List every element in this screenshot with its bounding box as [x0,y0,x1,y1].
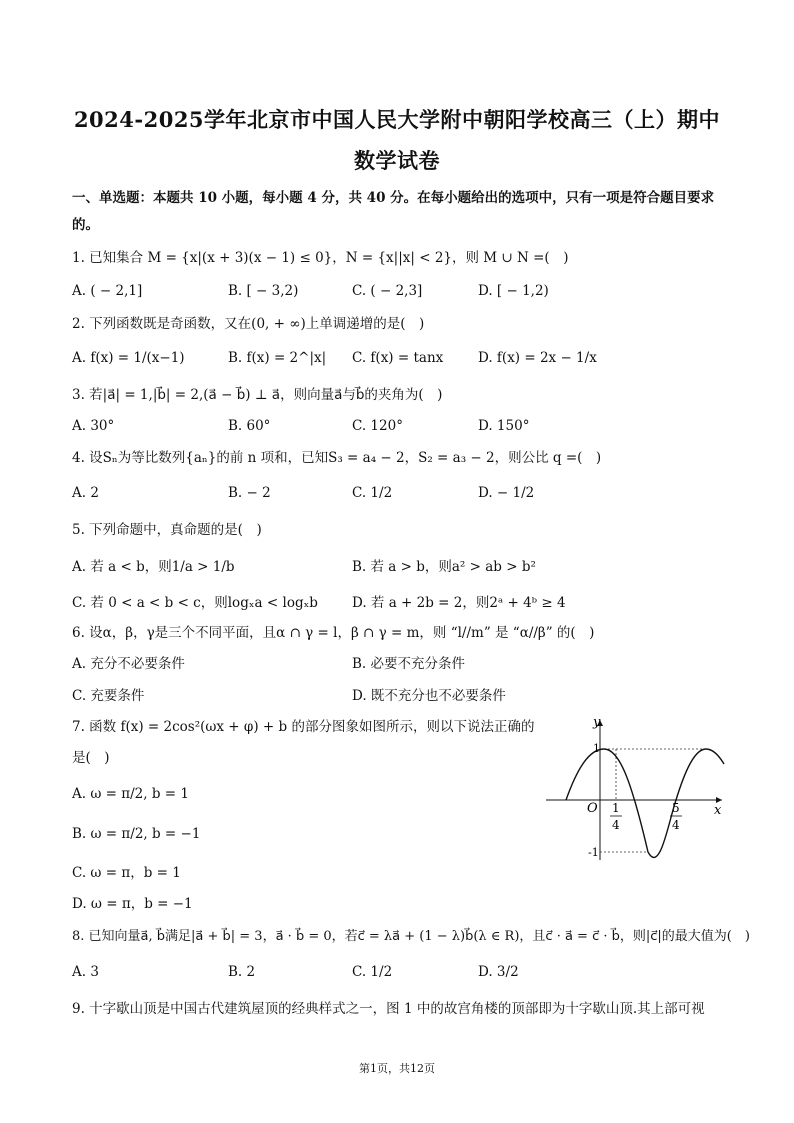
q3-option-c: C. 120° [352,418,403,434]
q4-option-d: D. − 1/2 [478,485,535,501]
q6-option-d: D. 既不充分也不必要条件 [352,688,506,704]
exam-title-line1: 2024-2025学年北京市中国人民大学附中朝阳学校高三（上）期中 [73,107,721,132]
q1-option-a: A. ( − 2,1] [72,283,143,299]
q2-option-d: D. f(x) = 2x − 1/x [478,350,597,366]
q2-option-c: C. f(x) = tanx [352,350,444,366]
exam-title-line2: 数学试卷 [354,148,440,173]
origin-label: O [587,801,598,816]
question-4-stem: 4. 设Sₙ为等比数列{aₙ}的前 n 项和，已知S₃ = a₄ − 2，S₂ = a₃ − 2，则公比 q =( ) [72,450,602,466]
y-max-label: 1 [593,742,600,755]
q1-option-d: D. [ − 1,2) [478,283,549,299]
question-8-stem: 8. 已知向量a⃗, b⃗满足|a⃗ + b⃗| = 3，a⃗ · b⃗ = 0，若c⃗ = λa⃗ + (1 − λ)b⃗(λ ∈ R)，且c⃗ · a⃗ = c⃗ · b⃗，则|c⃗|的最大值为( ) [72,929,750,944]
q8-option-d: D. 3/2 [478,964,519,980]
q3-option-b: B. 60° [228,418,271,434]
q7-option-c: C. ω = π，b = 1 [72,865,181,881]
x-axis-label: x [714,803,722,818]
q4-option-b: B. − 2 [228,485,271,501]
q1-option-c: C. ( − 2,3] [352,283,423,299]
question-6-stem: 6. 设α，β，γ是三个不同平面，且α ∩ γ = l，β ∩ γ = m，则 “l//m” 是 “α//β” 的( ) [72,625,595,641]
page-footer: 第1页，共12页 [359,1062,435,1075]
x-tick2-denominator: 4 [672,818,680,832]
q1-option-b: B. [ − 3,2) [228,283,299,299]
q7-option-a: A. ω = π/2, b = 1 [72,786,189,802]
q5-option-c: C. 若 0 < a < b < c，则logₓa < logₓb [72,595,318,611]
question-2-stem: 2. 下列函数既是奇函数，又在(0, + ∞)上单调递增的是( ) [72,316,425,332]
q6-option-b: B. 必要不充分条件 [352,656,466,672]
q4-option-a: A. 2 [72,485,99,501]
y-axis-label: y [593,715,601,730]
q3-option-d: D. 150° [478,418,530,434]
q2-option-a: A. f(x) = 1/(x−1) [72,350,185,366]
q3-option-a: A. 30° [72,418,115,434]
q4-option-c: C. 1/2 [352,485,393,501]
y-min-label: -1 [588,846,599,859]
q5-option-b: B. 若 a > b，则a² > ab > b² [352,559,536,575]
x-tick2-numerator: 5 [672,801,680,815]
q8-option-c: C. 1/2 [352,964,393,980]
q8-option-a: A. 3 [72,964,99,980]
x-tick1-denominator: 4 [612,818,620,832]
question-7-stem-line2: 是( ) [72,750,110,766]
q7-function-graph [546,714,728,864]
q5-option-d: D. 若 a + 2b = 2，则2ᵃ + 4ᵇ ≥ 4 [352,595,566,611]
q6-option-c: C. 充要条件 [72,688,145,704]
question-5-stem: 5. 下列命题中，真命题的是( ) [72,522,262,538]
section-heading: 一、单选题：本题共 10 小题，每小题 4 分，共 40 分。在每小题给出的选项中，只有一项是符合题目要求的。 [72,190,715,233]
q7-option-b: B. ω = π/2, b = −1 [72,826,201,842]
q8-option-b: B. 2 [228,964,256,980]
q2-option-b: B. f(x) = 2^|x| [228,350,327,366]
x-tick1-numerator: 1 [612,801,620,815]
question-1-stem: 1. 已知集合 M = {x|(x + 3)(x − 1) ≤ 0}，N = {x||x| < 2}，则 M ∪ N =( ) [72,250,569,266]
question-3-stem: 3. 若|a⃗| = 1,|b⃗| = 2,(a⃗ − b⃗) ⊥ a⃗，则向量a⃗与b⃗的夹角为( ) [72,387,443,403]
q6-option-a: A. 充分不必要条件 [72,656,185,672]
question-7-stem-line1: 7. 函数 f(x) = 2cos²(ωx + φ) + b 的部分图象如图所示，则以下说法正确的 [72,719,535,735]
q5-option-a: A. 若 a < b，则1/a > 1/b [72,559,235,575]
q7-option-d: D. ω = π，b = −1 [72,896,193,912]
question-9-stem: 9. 十字歇山顶是中国古代建筑屋顶的经典样式之一，图 1 中的故宫角楼的顶部即为十字歇山顶.其上部可视 [72,1001,705,1017]
